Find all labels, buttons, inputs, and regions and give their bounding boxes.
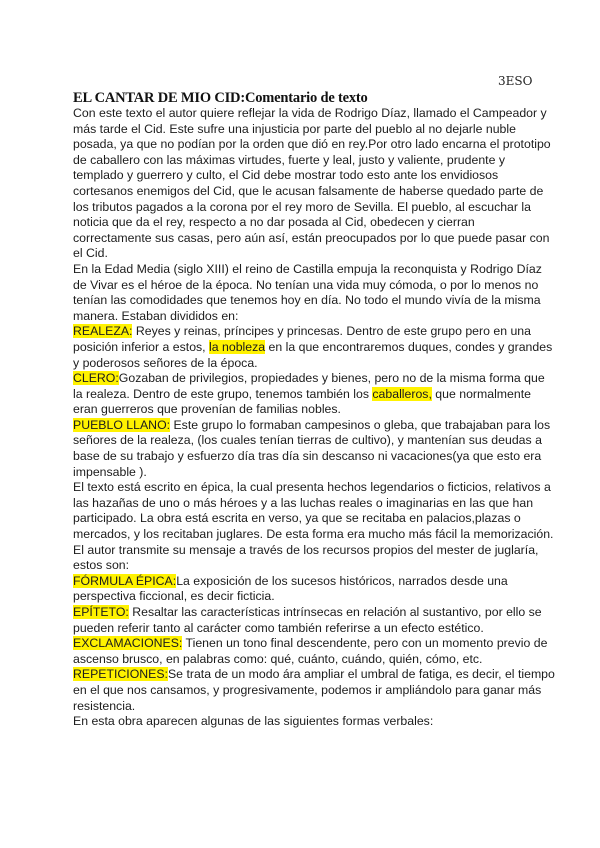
grade-label: 3ESO — [498, 74, 533, 88]
highlight-term: caballeros, — [372, 386, 432, 401]
paragraph-text: Este grupo lo formaban campesinos o gleba, que trabajaban para los señores de la realeza, (los cuales tenían tierras de cultivo), y mantenían sus deudas a base de su trabajo y esfuerzo día tras día sin descanso ni vacaciones(ya que esto era impensable ). — [73, 417, 551, 479]
paragraph-intro: Con este texto el autor quiere reflejar la vida de Rodrigo Díaz, llamado el Campeador y más tarde el Cid. Este sufre una injusticia por parte del pueblo al no dejarle nuble posada, ya que no podían por la orden que dió en rey.Por otro lado encarna el prototipo de caballero con las máximas virtudes, fuerte y leal, justo y valiente, prudente y templado y guerrero y culto, el Cid debe mostrar todo esto ante los envidiosos cortesanos enemigos del Cid, que le acusan falsamente de haberse quedado parte de los tributos pagados a la corona por el rey moro de Sevilla. El pueblo, al escuchar la noticia que da el rey, respecto a no dar posada al Cid, obedecen y cierran correctamente sus casas, pero aún así, están preocupados por lo que puede pasar con el Cid. — [73, 106, 551, 261]
document-title: EL CANTAR DE MIO CID:Comentario de texto — [73, 90, 368, 106]
highlight-label: FÓRMULA ÉPICA: — [73, 573, 177, 588]
paragraph-text: Se trata de un modo ára ampliar el umbral de fatiga, es decir, el tiempo en el que nos cansamos, y progresivamente, podemos ir ampliándolo para ganar más resistencia. — [73, 667, 555, 713]
paragraph-mester: El autor transmite su mensaje a través de los recursos propios del mester de juglaría, estos son: — [73, 542, 539, 573]
paragraph-formas-verbales: En esta obra aparecen algunas de las siguientes formas verbales: — [73, 714, 434, 729]
highlight-label: PUEBLO LLANO: — [73, 417, 171, 432]
paragraph-edad-media: En la Edad Media (siglo XIII) el reino de Castilla empuja la reconquista y Rodrigo Díaz de Vivar es el héroe de la época. No tenían una vida muy cómoda, o por lo menos no tenían las comodidades que tenemos hoy en día. No todo el mundo vivía de la misma manera. Estaban divididos en: — [73, 261, 542, 323]
highlight-label: REPETICIONES: — [73, 667, 168, 682]
paragraph-text: La exposición de los sucesos históricos, narrados desde una perspectiva ficcional, es decir ficticia. — [73, 573, 508, 604]
paragraph-realeza — [73, 324, 555, 371]
highlight-label: EXCLAMACIONES: — [73, 636, 183, 651]
paragraph-repeticiones — [73, 667, 555, 714]
paragraph-epiteto — [73, 605, 555, 636]
paragraph-text: Resaltar las características intrínsecas en relación al sustantivo, por ello se pueden referir tanto al carácter como también referirse a un efecto estético. — [73, 605, 542, 635]
paragraph-text: en la que encontraremos duques, condes y grandes y poderosos señores de la época. — [73, 339, 553, 370]
highlight-label: REALEZA: — [73, 324, 133, 339]
highlight-label: EPÍTETO: — [73, 605, 129, 619]
paragraph-text: Gozaban de privilegios, propiedades y bienes, pero no de la misma forma que la realeza. Dentro de este grupo, tenemos también los — [73, 371, 545, 401]
paragraph-clero — [73, 371, 555, 418]
paragraph-formula-epica — [73, 574, 555, 605]
paragraph-text: Tienen un tono final descendente, pero con un momento previo de ascenso brusco, en palabras como: qué, cuánto, cuándo, quién, cómo, etc. — [73, 636, 548, 666]
highlight-label: CLERO: — [73, 371, 119, 386]
paragraph-text: Reyes y reinas, príncipes y princesas. Dentro de este grupo pero en una posición inferior a estos, — [73, 324, 531, 354]
paragraph-pueblo-llano — [73, 418, 555, 480]
document-body — [73, 106, 555, 730]
paragraph-epica: El texto está escrito en épica, la cual presenta hechos legendarios o ficticios, relativos a las hazañas de uno o más héroes y a las luchas reales o imaginarias en las que han participado. La obra está escrita en verso, ya que se recitaba en palacios,plazas o mercados, y los recitaban juglares. De esta forma era mucho más fácil la memorización. — [73, 480, 554, 542]
paragraph-text: que normalmente eran guerreros que provenían de familias nobles. — [73, 386, 531, 417]
highlight-term: la nobleza — [209, 339, 266, 354]
paragraph-exclamaciones — [73, 636, 555, 667]
